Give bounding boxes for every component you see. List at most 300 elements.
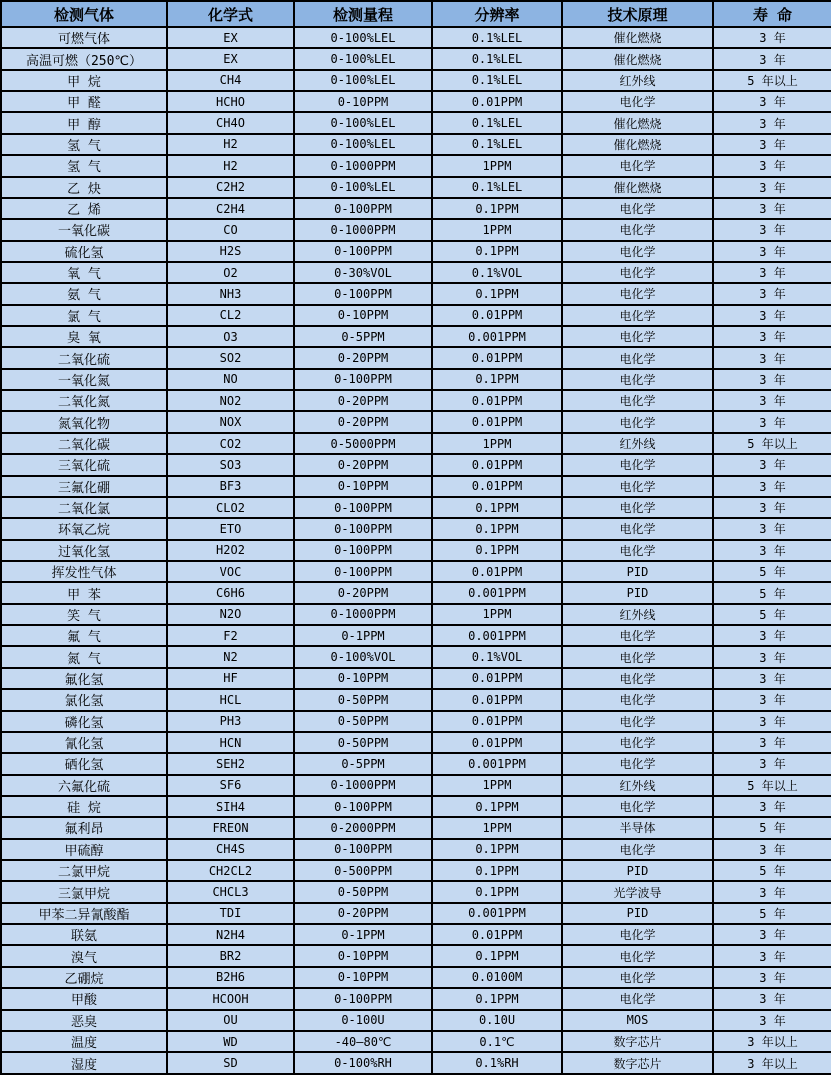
gas-name-cell: 三氧化硫 — [1, 454, 167, 475]
gas-name-cell: 一氧化碳 — [1, 219, 167, 240]
range-cell: 0-100%LEL — [294, 48, 432, 69]
gas-name-cell: 二氯甲烷 — [1, 860, 167, 881]
gas-name-cell: 一氧化氮 — [1, 369, 167, 390]
table-row — [1, 283, 831, 304]
principle-cell: 电化学 — [562, 411, 713, 432]
resolution-cell: 1PPM — [432, 775, 562, 796]
lifetime-cell: 3 年 — [713, 497, 831, 518]
gas-name-cell: 甲硫醇 — [1, 839, 167, 860]
table-row — [1, 1010, 831, 1031]
range-cell: 0-10PPM — [294, 91, 432, 112]
resolution-cell: 0.0100M — [432, 967, 562, 988]
range-cell: 0-1000PPM — [294, 775, 432, 796]
range-cell: 0-5PPM — [294, 326, 432, 347]
resolution-cell: 0.01PPM — [432, 561, 562, 582]
formula-cell: WD — [167, 1031, 294, 1052]
lifetime-cell: 3 年 — [713, 390, 831, 411]
formula-cell: CH4S — [167, 839, 294, 860]
lifetime-cell: 3 年 — [713, 646, 831, 667]
range-cell: 0-100%LEL — [294, 27, 432, 48]
formula-cell: SD — [167, 1052, 294, 1074]
table-row — [1, 839, 831, 860]
gas-name-cell: 三氯甲烷 — [1, 881, 167, 902]
principle-cell: 催化燃烧 — [562, 48, 713, 69]
range-cell: 0-20PPM — [294, 903, 432, 924]
gas-name-cell: 笑 气 — [1, 604, 167, 625]
lifetime-cell: 3 年 — [713, 540, 831, 561]
table-row — [1, 27, 831, 48]
range-cell: 0-30%VOL — [294, 262, 432, 283]
table-row — [1, 668, 831, 689]
principle-cell: 电化学 — [562, 155, 713, 176]
gas-name-cell: 氟化氢 — [1, 668, 167, 689]
resolution-cell: 1PPM — [432, 219, 562, 240]
resolution-cell: 0.1PPM — [432, 497, 562, 518]
principle-cell: 数字芯片 — [562, 1052, 713, 1074]
formula-cell: TDI — [167, 903, 294, 924]
formula-cell: EX — [167, 48, 294, 69]
formula-cell: SO3 — [167, 454, 294, 475]
formula-cell: HCL — [167, 689, 294, 710]
formula-cell: CH4 — [167, 70, 294, 91]
gas-name-cell: 二氧化硫 — [1, 347, 167, 368]
gas-name-cell: 氮氧化物 — [1, 411, 167, 432]
resolution-cell: 1PPM — [432, 433, 562, 454]
gas-name-cell: 氟利昂 — [1, 817, 167, 838]
formula-cell: N2O — [167, 604, 294, 625]
table-row — [1, 1031, 831, 1052]
lifetime-cell: 3 年 — [713, 411, 831, 432]
gas-name-cell: 二氧化碳 — [1, 433, 167, 454]
table-row — [1, 1052, 831, 1074]
table-row — [1, 561, 831, 582]
formula-cell: C2H2 — [167, 177, 294, 198]
formula-cell: SEH2 — [167, 753, 294, 774]
lifetime-cell: 3 年 — [713, 796, 831, 817]
resolution-cell: 0.01PPM — [432, 411, 562, 432]
resolution-cell: 0.1PPM — [432, 881, 562, 902]
range-cell: 0-5000PPM — [294, 433, 432, 454]
principle-cell: 电化学 — [562, 476, 713, 497]
resolution-cell: 0.001PPM — [432, 625, 562, 646]
range-cell: 0-100PPM — [294, 241, 432, 262]
formula-cell: H2 — [167, 155, 294, 176]
table-row — [1, 390, 831, 411]
lifetime-cell: 3 年 — [713, 27, 831, 48]
formula-cell: NH3 — [167, 283, 294, 304]
principle-cell: 电化学 — [562, 305, 713, 326]
principle-cell: 数字芯片 — [562, 1031, 713, 1052]
lifetime-cell: 3 年 — [713, 198, 831, 219]
lifetime-cell: 3 年 — [713, 625, 831, 646]
formula-cell: CH2CL2 — [167, 860, 294, 881]
resolution-cell: 0.1%LEL — [432, 70, 562, 91]
formula-cell: N2H4 — [167, 924, 294, 945]
formula-cell: FREON — [167, 817, 294, 838]
table-row — [1, 369, 831, 390]
table-row — [1, 711, 831, 732]
lifetime-cell: 3 年 — [713, 967, 831, 988]
range-cell: 0-100PPM — [294, 283, 432, 304]
range-cell: 0-500PPM — [294, 860, 432, 881]
principle-cell: PID — [562, 903, 713, 924]
header-row — [1, 1, 831, 27]
resolution-cell: 1PPM — [432, 817, 562, 838]
range-cell: 0-2000PPM — [294, 817, 432, 838]
table-row — [1, 924, 831, 945]
formula-cell: CO2 — [167, 433, 294, 454]
table-row — [1, 967, 831, 988]
resolution-cell: 0.01PPM — [432, 390, 562, 411]
formula-cell: CH4O — [167, 112, 294, 133]
lifetime-cell: 5 年 — [713, 903, 831, 924]
table-row — [1, 241, 831, 262]
resolution-cell: 0.1PPM — [432, 945, 562, 966]
resolution-cell: 0.1PPM — [432, 283, 562, 304]
range-cell: 0-100PPM — [294, 497, 432, 518]
formula-cell: HCHO — [167, 91, 294, 112]
principle-cell: PID — [562, 860, 713, 881]
gas-name-cell: 氢 气 — [1, 155, 167, 176]
formula-cell: HCOOH — [167, 988, 294, 1009]
lifetime-cell: 3 年 — [713, 112, 831, 133]
range-cell: 0-1000PPM — [294, 604, 432, 625]
range-cell: 0-100PPM — [294, 988, 432, 1009]
table-row — [1, 219, 831, 240]
lifetime-cell: 3 年 — [713, 711, 831, 732]
formula-cell: H2 — [167, 134, 294, 155]
table-row — [1, 732, 831, 753]
lifetime-cell: 5 年以上 — [713, 775, 831, 796]
gas-name-cell: 挥发性气体 — [1, 561, 167, 582]
table-row — [1, 625, 831, 646]
principle-cell: 电化学 — [562, 390, 713, 411]
resolution-cell: 0.1PPM — [432, 796, 562, 817]
range-cell: 0-1000PPM — [294, 219, 432, 240]
resolution-cell: 0.01PPM — [432, 347, 562, 368]
lifetime-cell: 3 年 — [713, 881, 831, 902]
principle-cell: 红外线 — [562, 775, 713, 796]
lifetime-cell: 5 年 — [713, 817, 831, 838]
resolution-cell: 0.01PPM — [432, 924, 562, 945]
lifetime-cell: 3 年 — [713, 326, 831, 347]
principle-cell: 电化学 — [562, 732, 713, 753]
gas-name-cell: 硒化氢 — [1, 753, 167, 774]
lifetime-cell: 5 年 — [713, 604, 831, 625]
resolution-cell: 0.01PPM — [432, 476, 562, 497]
range-cell: 0-20PPM — [294, 454, 432, 475]
range-cell: 0-100PPM — [294, 839, 432, 860]
table-row — [1, 582, 831, 603]
formula-cell: N2 — [167, 646, 294, 667]
principle-cell: 电化学 — [562, 262, 713, 283]
formula-cell: O2 — [167, 262, 294, 283]
table-row — [1, 70, 831, 91]
gas-name-cell: 氟 气 — [1, 625, 167, 646]
gas-name-cell: 氨 气 — [1, 283, 167, 304]
lifetime-cell: 3 年 — [713, 839, 831, 860]
header-cell-formula: 化学式 — [167, 1, 294, 27]
table-header — [1, 1, 831, 27]
gas-name-cell: 氧 气 — [1, 262, 167, 283]
lifetime-cell: 3 年 — [713, 305, 831, 326]
formula-cell: HF — [167, 668, 294, 689]
principle-cell: 红外线 — [562, 604, 713, 625]
formula-cell: ETO — [167, 518, 294, 539]
formula-cell: CO — [167, 219, 294, 240]
resolution-cell: 0.001PPM — [432, 903, 562, 924]
lifetime-cell: 3 年 — [713, 668, 831, 689]
range-cell: 0-50PPM — [294, 711, 432, 732]
lifetime-cell: 3 年 — [713, 1010, 831, 1031]
resolution-cell: 0.10U — [432, 1010, 562, 1031]
formula-cell: HCN — [167, 732, 294, 753]
principle-cell: 电化学 — [562, 497, 713, 518]
table-row — [1, 903, 831, 924]
lifetime-cell: 3 年 — [713, 945, 831, 966]
principle-cell: 电化学 — [562, 839, 713, 860]
gas-name-cell: 磷化氢 — [1, 711, 167, 732]
gas-name-cell: 氢 气 — [1, 134, 167, 155]
lifetime-cell: 3 年 — [713, 753, 831, 774]
range-cell: 0-100%LEL — [294, 112, 432, 133]
gas-name-cell: 甲酸 — [1, 988, 167, 1009]
resolution-cell: 0.01PPM — [432, 732, 562, 753]
gas-name-cell: 甲 烷 — [1, 70, 167, 91]
resolution-cell: 0.1PPM — [432, 988, 562, 1009]
table-row — [1, 433, 831, 454]
principle-cell: 电化学 — [562, 967, 713, 988]
formula-cell: NOX — [167, 411, 294, 432]
gas-name-cell: 乙硼烷 — [1, 967, 167, 988]
range-cell: 0-100%VOL — [294, 646, 432, 667]
principle-cell: 电化学 — [562, 198, 713, 219]
resolution-cell: 0.1PPM — [432, 518, 562, 539]
lifetime-cell: 5 年 — [713, 860, 831, 881]
resolution-cell: 0.01PPM — [432, 454, 562, 475]
table-row — [1, 817, 831, 838]
table-row — [1, 753, 831, 774]
principle-cell: 电化学 — [562, 924, 713, 945]
principle-cell: 电化学 — [562, 219, 713, 240]
resolution-cell: 0.1%LEL — [432, 177, 562, 198]
gas-name-cell: 氮 气 — [1, 646, 167, 667]
gas-name-cell: 硫化氢 — [1, 241, 167, 262]
formula-cell: H2S — [167, 241, 294, 262]
range-cell: 0-100PPM — [294, 369, 432, 390]
table-row — [1, 347, 831, 368]
header-cell-lifetime: 寿 命 — [713, 1, 831, 27]
range-cell: 0-100U — [294, 1010, 432, 1031]
table-row — [1, 134, 831, 155]
range-cell: 0-50PPM — [294, 881, 432, 902]
lifetime-cell: 3 年 — [713, 689, 831, 710]
lifetime-cell: 3 年 — [713, 241, 831, 262]
principle-cell: 光学波导 — [562, 881, 713, 902]
principle-cell: 电化学 — [562, 369, 713, 390]
resolution-cell: 0.1PPM — [432, 198, 562, 219]
gas-name-cell: 甲 醇 — [1, 112, 167, 133]
gas-name-cell: 湿度 — [1, 1052, 167, 1074]
gas-name-cell: 二氧化氯 — [1, 497, 167, 518]
gas-name-cell: 臭 氧 — [1, 326, 167, 347]
resolution-cell: 0.1%LEL — [432, 48, 562, 69]
lifetime-cell: 3 年 — [713, 988, 831, 1009]
formula-cell: NO — [167, 369, 294, 390]
range-cell: 0-50PPM — [294, 689, 432, 710]
header-cell-principle: 技术原理 — [562, 1, 713, 27]
table-row — [1, 540, 831, 561]
resolution-cell: 0.1%LEL — [432, 134, 562, 155]
lifetime-cell: 3 年 — [713, 283, 831, 304]
lifetime-cell: 3 年以上 — [713, 1031, 831, 1052]
table-row — [1, 945, 831, 966]
gas-name-cell: 二氧化氮 — [1, 390, 167, 411]
lifetime-cell: 3 年 — [713, 219, 831, 240]
principle-cell: 电化学 — [562, 347, 713, 368]
resolution-cell: 0.1%LEL — [432, 27, 562, 48]
formula-cell: CL2 — [167, 305, 294, 326]
principle-cell: 电化学 — [562, 91, 713, 112]
resolution-cell: 0.1%VOL — [432, 262, 562, 283]
range-cell: 0-100PPM — [294, 198, 432, 219]
resolution-cell: 1PPM — [432, 604, 562, 625]
range-cell: 0-10PPM — [294, 668, 432, 689]
lifetime-cell: 3 年以上 — [713, 1052, 831, 1074]
range-cell: 0-20PPM — [294, 411, 432, 432]
principle-cell: 电化学 — [562, 625, 713, 646]
resolution-cell: 0.1PPM — [432, 860, 562, 881]
gas-name-cell: 甲 醛 — [1, 91, 167, 112]
range-cell: 0-10PPM — [294, 967, 432, 988]
range-cell: 0-1PPM — [294, 924, 432, 945]
table-row — [1, 881, 831, 902]
table-row — [1, 155, 831, 176]
formula-cell: VOC — [167, 561, 294, 582]
gas-name-cell: 环氧乙烷 — [1, 518, 167, 539]
formula-cell: BR2 — [167, 945, 294, 966]
lifetime-cell: 3 年 — [713, 924, 831, 945]
gas-name-cell: 甲苯二异氰酸酯 — [1, 903, 167, 924]
table-row — [1, 305, 831, 326]
lifetime-cell: 3 年 — [713, 262, 831, 283]
lifetime-cell: 3 年 — [713, 91, 831, 112]
lifetime-cell: 3 年 — [713, 476, 831, 497]
gas-name-cell: 甲 苯 — [1, 582, 167, 603]
gas-name-cell: 可燃气体 — [1, 27, 167, 48]
range-cell: 0-10PPM — [294, 305, 432, 326]
lifetime-cell: 3 年 — [713, 134, 831, 155]
principle-cell: 电化学 — [562, 689, 713, 710]
principle-cell: 电化学 — [562, 326, 713, 347]
lifetime-cell: 3 年 — [713, 155, 831, 176]
gas-name-cell: 温度 — [1, 1031, 167, 1052]
resolution-cell: 0.01PPM — [432, 689, 562, 710]
principle-cell: 电化学 — [562, 668, 713, 689]
gas-name-cell: 溴气 — [1, 945, 167, 966]
range-cell: 0-10PPM — [294, 945, 432, 966]
principle-cell: 催化燃烧 — [562, 134, 713, 155]
range-cell: 0-100%LEL — [294, 70, 432, 91]
gas-name-cell: 乙 烯 — [1, 198, 167, 219]
principle-cell: 半导体 — [562, 817, 713, 838]
resolution-cell: 0.1%VOL — [432, 646, 562, 667]
lifetime-cell: 3 年 — [713, 177, 831, 198]
resolution-cell: 0.1℃ — [432, 1031, 562, 1052]
table-row — [1, 476, 831, 497]
range-cell: 0-20PPM — [294, 390, 432, 411]
principle-cell: 催化燃烧 — [562, 112, 713, 133]
table-row — [1, 411, 831, 432]
gas-name-cell: 高温可燃（250℃） — [1, 48, 167, 69]
range-cell: 0-20PPM — [294, 347, 432, 368]
resolution-cell: 0.001PPM — [432, 582, 562, 603]
gas-name-cell: 联氨 — [1, 924, 167, 945]
formula-cell: SO2 — [167, 347, 294, 368]
gas-name-cell: 氯化氢 — [1, 689, 167, 710]
table-row — [1, 689, 831, 710]
principle-cell: 催化燃烧 — [562, 177, 713, 198]
table-row — [1, 796, 831, 817]
formula-cell: SIH4 — [167, 796, 294, 817]
formula-cell: EX — [167, 27, 294, 48]
resolution-cell: 0.01PPM — [432, 668, 562, 689]
table-row — [1, 497, 831, 518]
lifetime-cell: 5 年 — [713, 561, 831, 582]
principle-cell: 电化学 — [562, 711, 713, 732]
principle-cell: 电化学 — [562, 241, 713, 262]
principle-cell: 红外线 — [562, 433, 713, 454]
formula-cell: CLO2 — [167, 497, 294, 518]
formula-cell: PH3 — [167, 711, 294, 732]
resolution-cell: 0.001PPM — [432, 753, 562, 774]
gas-name-cell: 硅 烷 — [1, 796, 167, 817]
lifetime-cell: 3 年 — [713, 454, 831, 475]
table-row — [1, 518, 831, 539]
resolution-cell: 0.1PPM — [432, 241, 562, 262]
lifetime-cell: 5 年以上 — [713, 70, 831, 91]
gas-name-cell: 六氟化硫 — [1, 775, 167, 796]
principle-cell: PID — [562, 582, 713, 603]
table-body — [1, 27, 831, 1074]
formula-cell: C2H4 — [167, 198, 294, 219]
range-cell: 0-1000PPM — [294, 155, 432, 176]
range-cell: 0-100%RH — [294, 1052, 432, 1074]
header-cell-resolution: 分辨率 — [432, 1, 562, 27]
principle-cell: 电化学 — [562, 796, 713, 817]
resolution-cell: 0.01PPM — [432, 305, 562, 326]
header-cell-range: 检测量程 — [294, 1, 432, 27]
principle-cell: 电化学 — [562, 283, 713, 304]
range-cell: -40—80℃ — [294, 1031, 432, 1052]
gas-name-cell: 氰化氢 — [1, 732, 167, 753]
range-cell: 0-10PPM — [294, 476, 432, 497]
gas-name-cell: 氯 气 — [1, 305, 167, 326]
lifetime-cell: 5 年 — [713, 582, 831, 603]
resolution-cell: 1PPM — [432, 155, 562, 176]
lifetime-cell: 3 年 — [713, 518, 831, 539]
resolution-cell: 0.01PPM — [432, 91, 562, 112]
table-row — [1, 198, 831, 219]
formula-cell: CHCL3 — [167, 881, 294, 902]
resolution-cell: 0.01PPM — [432, 711, 562, 732]
resolution-cell: 0.1PPM — [432, 839, 562, 860]
table-row — [1, 604, 831, 625]
range-cell: 0-1PPM — [294, 625, 432, 646]
range-cell: 0-100PPM — [294, 540, 432, 561]
table-row — [1, 860, 831, 881]
formula-cell: F2 — [167, 625, 294, 646]
